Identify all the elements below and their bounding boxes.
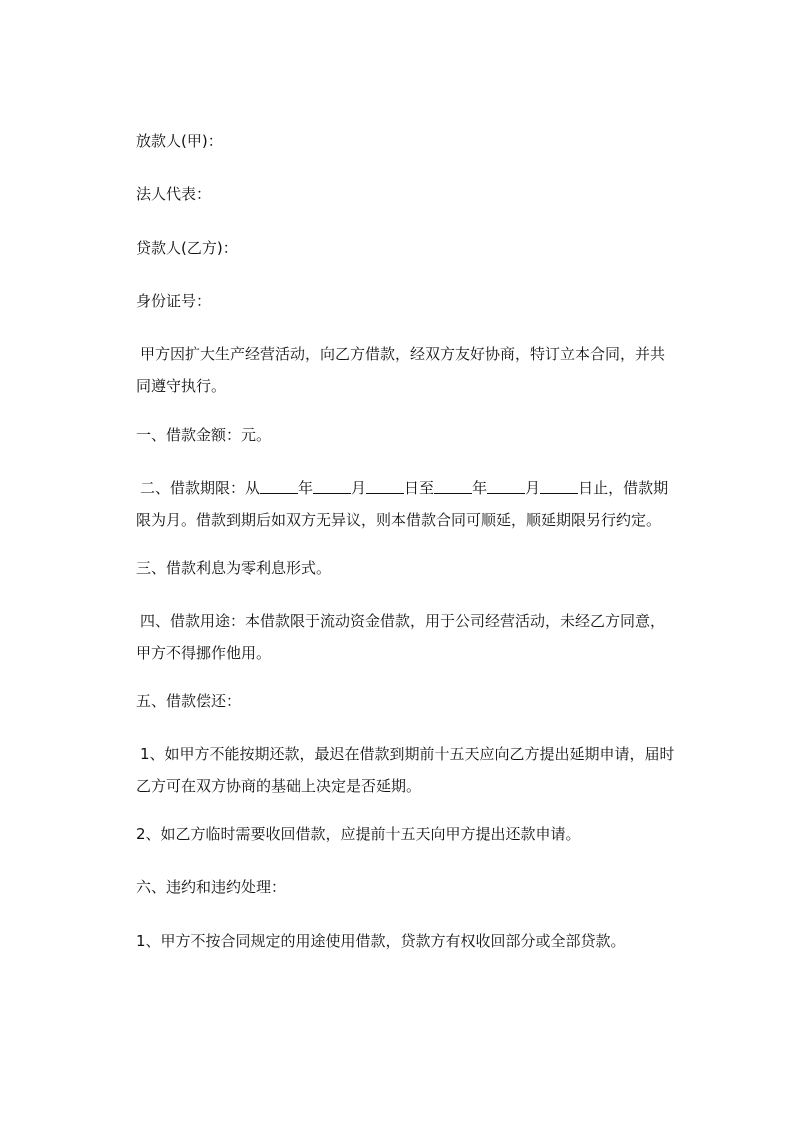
clause-2-line-2: 限为月。借款到期后如双方无异议，则本借款合同可顺延，顺延期限另行约定。 xyxy=(136,511,662,529)
year-blank-1 xyxy=(260,478,298,494)
clause-5-1-line-2: 乙方可在双方协商的基础上决定是否延期。 xyxy=(136,777,422,795)
clause-6-breach: 六、违约和违约处理： xyxy=(136,878,287,896)
clause-5-item-1 xyxy=(136,738,692,802)
clause-2-year-2: 年 xyxy=(472,479,488,497)
clause-5-1-line-1: 1、如甲方不能按期还款，最迟在借款到期前十五天应向乙方提出延期申请，届时 xyxy=(140,745,675,763)
clause-5-repayment: 五、借款偿还： xyxy=(136,692,242,710)
clause-5-item-2: 2、如乙方临时需要收回借款，应提前十五天向甲方提出还款申请。 xyxy=(136,825,581,843)
day-blank-1 xyxy=(366,478,404,494)
clause-2-line-1 xyxy=(136,472,692,504)
lender-label: 放款人(甲)： xyxy=(136,132,223,150)
clause-2-day-end: 日止，借款期 xyxy=(578,479,669,497)
intro-line-2: 同遵守执行。 xyxy=(136,377,227,395)
clause-2-day-to: 日至 xyxy=(404,479,435,497)
clause-3-interest: 三、借款利息为零利息形式。 xyxy=(136,559,332,577)
year-blank-2 xyxy=(434,478,472,494)
clause-4-usage xyxy=(136,605,692,669)
clause-2-month-2: 月 xyxy=(525,479,541,497)
clause-6-item-1: 1、甲方不按合同规定的用途使用借款，贷款方有权收回部分或全部贷款。 xyxy=(136,932,626,950)
month-blank-2 xyxy=(487,478,525,494)
clause-2-term xyxy=(136,472,692,536)
month-blank-1 xyxy=(313,478,351,494)
clause-2-year-1: 年 xyxy=(298,479,314,497)
clause-4-line-2: 甲方不得挪作他用。 xyxy=(136,644,272,662)
legal-representative-label: 法人代表： xyxy=(136,185,212,203)
clause-2-month-1: 月 xyxy=(351,479,367,497)
borrower-label: 贷款人(乙方)： xyxy=(136,239,238,257)
id-number-label: 身份证号： xyxy=(136,292,212,310)
clause-4-line-1: 四、借款用途：本借款限于流动资金借款，用于公司经营活动，未经乙方同意， xyxy=(140,612,666,630)
intro-line-1: 甲方因扩大生产经营活动，向乙方借款，经双方友好协商，特订立本合同，并共 xyxy=(140,345,666,363)
intro-paragraph xyxy=(136,338,692,402)
day-blank-2 xyxy=(540,478,578,494)
clause-1-amount: 一、借款金额：元。 xyxy=(136,426,272,444)
clause-2-prefix: 二、借款期限：从 xyxy=(140,479,261,497)
